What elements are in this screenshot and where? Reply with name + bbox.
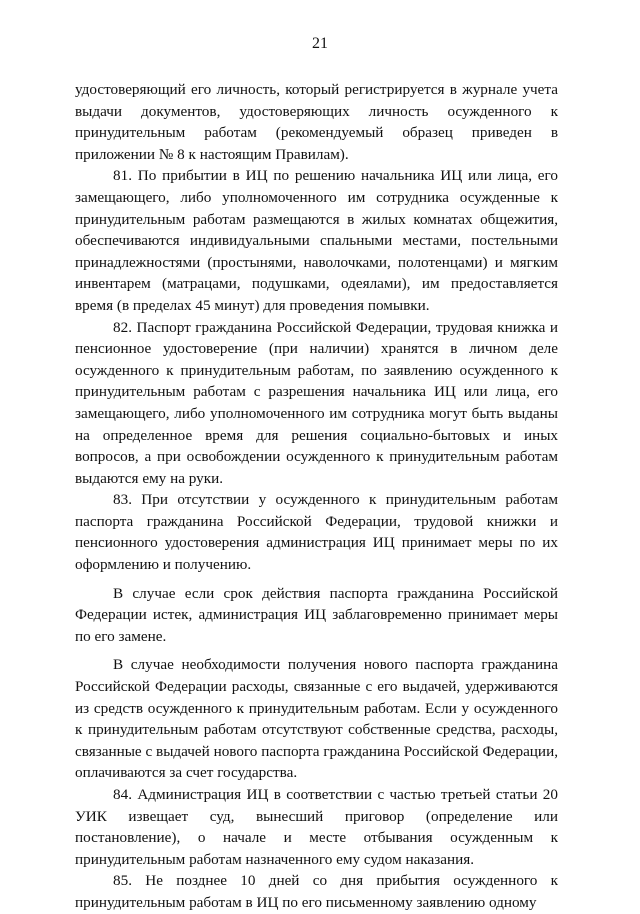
page-number: 21 [312,35,328,52]
paragraph-81: 81. По прибытии в ИЦ по решению начальника ИЦ или лица, его замещающего, либо уполномоченного им сотрудника осужденные к принудительным работам размещаются в жилых комнатах общежития, обеспечиваются индивидуальными спальными местами, постельными принадлежностями (простынями, наволочками, полотенцами) и мягким инвентарем (матрацами, подушками, одеялами), им предоставляется время (в пределах 45 минут) для проведения помывки. [75,167,558,314]
document-body [75,79,558,914]
paragraph-83: 83. При отсутствии у осужденного к принудительным работам паспорта гражданина Российской Федерации, трудовой книжки и пенсионного удостоверения администрация ИЦ принимает меры по их оформлению и получению. [75,491,558,574]
paragraph-passport-expired: В случае если срок действия паспорта гражданина Российской Федерации истек, администрация ИЦ заблаговременно принимает меры по его замене. [75,584,558,645]
paragraph-85: 85. Не позднее 10 дней со дня прибытия осужденного к принудительным работам в ИЦ по его письменному заявлению одному [75,872,558,911]
paragraph-82: 82. Паспорт гражданина Российской Федерации, трудовая книжка и пенсионное удостоверение (при наличии) хранятся в личном деле осужденного к принудительным работам, по заявлению осужденного к принудительным работам с разрешения начальника ИЦ или лица, его замещающего, либо уполномоченного им сотрудника могут быть выданы на определенное время для решения социально-бытовых и иных вопросов, а при освобождении осужденного к принудительным работам выдаются ему на руки. [75,318,558,487]
paragraph-new-passport: В случае необходимости получения нового паспорта гражданина Российской Федерации расходы, связанные с его выдачей, удерживаются из средств осужденного к принудительным работам. Если у осужденного к принудительным работам отсутствуют собственные средства, расходы, связанные с выдачей нового паспорта гражданина Российской Федерации, оплачиваются за счет государства. [75,656,558,782]
paragraph-continuation: удостоверяющий его личность, который регистрируется в журнале учета выдачи документов, удостоверяющих личность осужденного к принудительным работам (рекомендуемый образец приведен в приложении № 8 к настоящим Правилам). [75,81,558,163]
paragraph-84: 84. Администрация ИЦ в соответствии с частью третьей статьи 20 УИК извещает суд, вынесший приговор (определение или постановление), о начале и месте отбывания осужденным к принудительным работам назначенного ему судом наказания. [75,786,558,868]
